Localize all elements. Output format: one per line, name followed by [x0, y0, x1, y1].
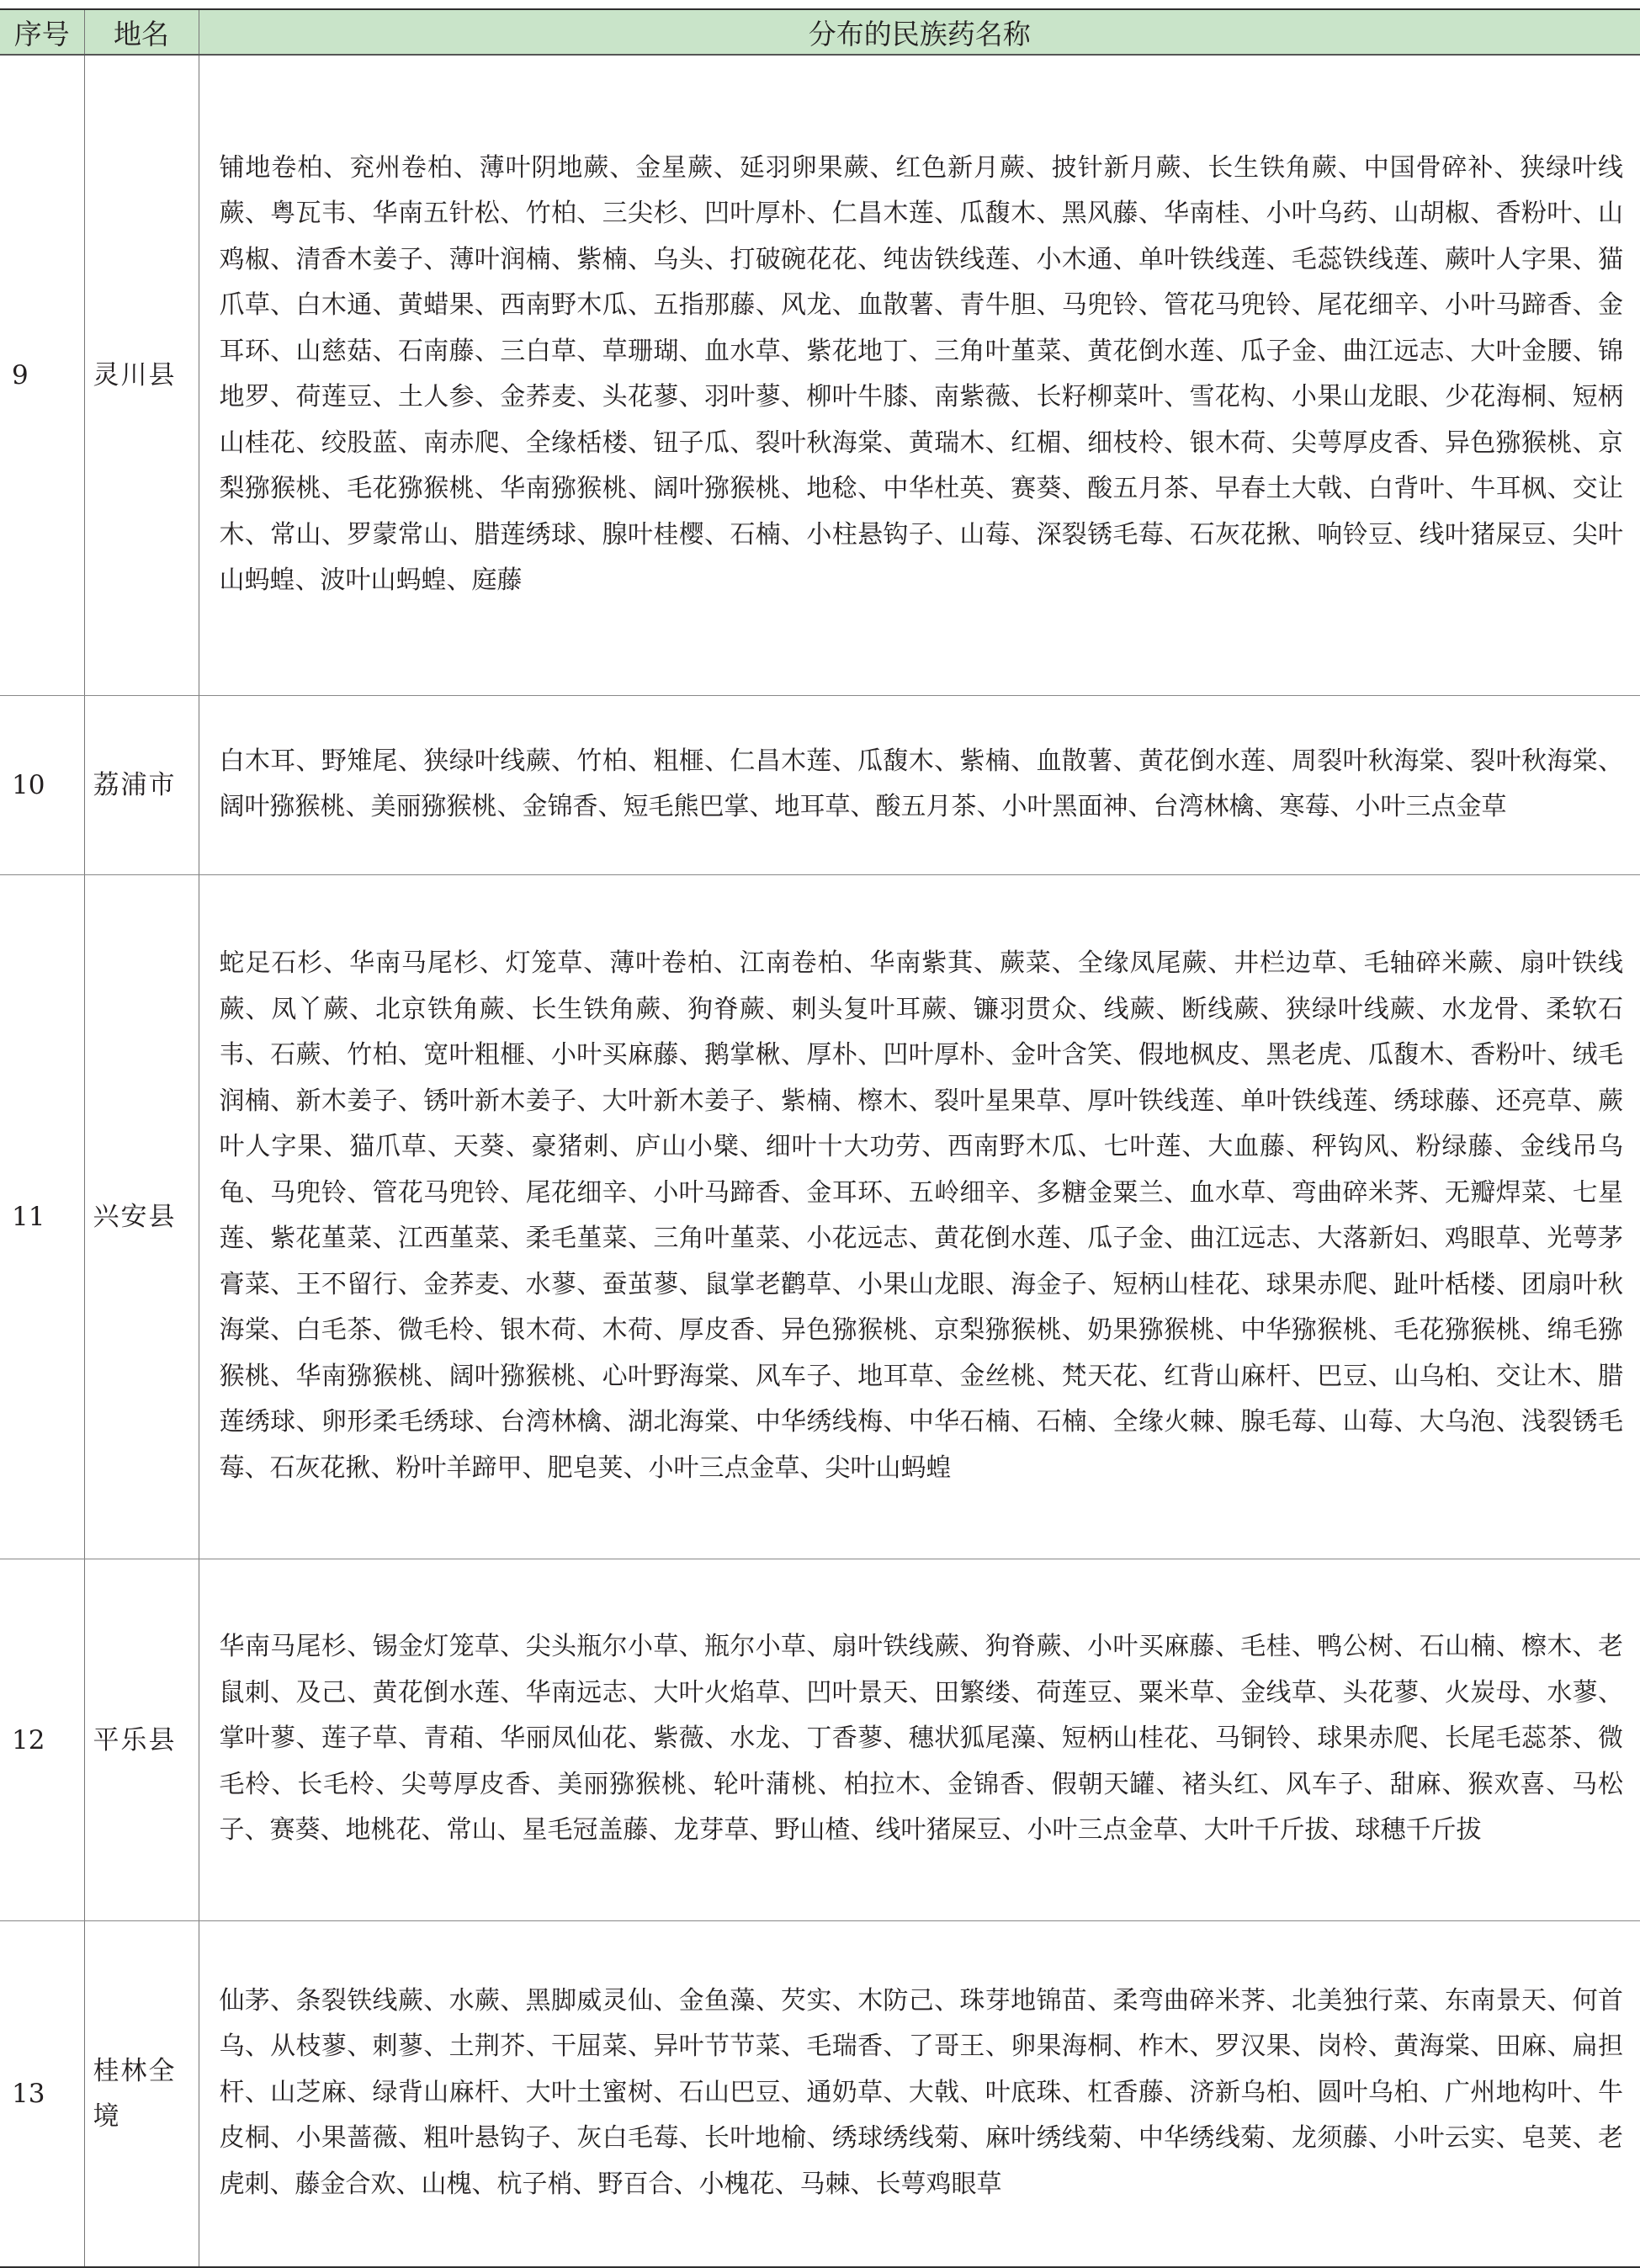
header-medicine-names: 分布的民族药名称 — [199, 10, 1640, 55]
table-header-row — [0, 10, 1640, 55]
table-row — [0, 1559, 1640, 1921]
row-medicine-list: 华南马尾杉、锡金灯笼草、尖头瓶尔小草、瓶尔小草、扇叶铁线蕨、狗脊蕨、小叶买麻藤、毛桂、鸭公树、石山楠、檫木、老鼠刺、及己、黄花倒水莲、华南远志、大叶火焰草、凹叶景天、田繁缕、荷莲豆、粟米草、金线草、头花蓼、火炭母、水蓼、掌叶蓼、莲子草、青葙、华丽凤仙花、紫薇、水龙、丁香蓼、穗状狐尾藻、短柄山桂花、马铜铃、球果赤爬、长尾毛蕊茶、微毛柃、长毛柃、尖萼厚皮香、美丽猕猴桃、轮叶蒲桃、柏拉木、金锦香、假朝天罐、褚头红、风车子、甜麻、猴欢喜、马松子、赛葵、地桃花、常山、星毛冠盖藤、龙芽草、野山楂、线叶猪屎豆、小叶三点金草、大叶千斤拔、球穗千斤拔 — [199, 1559, 1640, 1921]
row-medicine-list: 白木耳、野雉尾、狭绿叶线蕨、竹柏、粗榧、仁昌木莲、瓜馥木、紫楠、血散薯、黄花倒水莲、周裂叶秋海棠、裂叶秋海棠、阔叶猕猴桃、美丽猕猴桃、金锦香、短毛熊巴掌、地耳草、酸五月茶、小叶黑面神、台湾林檎、寒莓、小叶三点金草 — [199, 696, 1640, 875]
row-place-name: 平乐县 — [84, 1559, 199, 1921]
row-serial-number: 12 — [0, 1559, 84, 1921]
header-place-name: 地名 — [84, 10, 199, 55]
header-serial-number: 序号 — [0, 10, 84, 55]
row-medicine-list: 蛇足石杉、华南马尾杉、灯笼草、薄叶卷柏、江南卷柏、华南紫萁、蕨菜、全缘凤尾蕨、井栏边草、毛轴碎米蕨、扇叶铁线蕨、凤丫蕨、北京铁角蕨、长生铁角蕨、狗脊蕨、刺头复叶耳蕨、镰羽贯众、线蕨、断线蕨、狭绿叶线蕨、水龙骨、柔软石韦、石蕨、竹柏、宽叶粗榧、小叶买麻藤、鹅掌楸、厚朴、凹叶厚朴、金叶含笑、假地枫皮、黑老虎、瓜馥木、香粉叶、绒毛润楠、新木姜子、锈叶新木姜子、大叶新木姜子、紫楠、檫木、裂叶星果草、厚叶铁线莲、单叶铁线莲、绣球藤、还亮草、蕨叶人字果、猫爪草、天葵、豪猪刺、庐山小檗、细叶十大功劳、西南野木瓜、七叶莲、大血藤、秤钩风、粉绿藤、金线吊乌龟、马兜铃、管花马兜铃、尾花细辛、小叶马蹄香、金耳环、五岭细辛、多糖金粟兰、血水草、弯曲碎米荠、无瓣焊菜、七星莲、紫花堇菜、江西堇菜、柔毛堇菜、三角叶堇菜、小花远志、黄花倒水莲、瓜子金、曲江远志、大落新妇、鸡眼草、光萼茅膏菜、王不留行、金荞麦、水蓼、蚕茧蓼、鼠掌老鹳草、小果山龙眼、海金子、短柄山桂花、球果赤爬、趾叶栝楼、团扇叶秋海棠、白毛茶、微毛柃、银木荷、木荷、厚皮香、异色猕猴桃、京梨猕猴桃、奶果猕猴桃、中华猕猴桃、毛花猕猴桃、绵毛猕猴桃、华南猕猴桃、阔叶猕猴桃、心叶野海棠、风车子、地耳草、金丝桃、梵天花、红背山麻杆、巴豆、山乌桕、交让木、腊莲绣球、卵形柔毛绣球、台湾林檎、湖北海棠、中华绣线梅、中华石楠、石楠、全缘火棘、腺毛莓、山莓、大乌泡、浅裂锈毛莓、石灰花揪、粉叶羊蹄甲、肥皂荚、小叶三点金草、尖叶山蚂蝗 — [199, 875, 1640, 1559]
row-place-name: 兴安县 — [84, 875, 199, 1559]
row-medicine-list: 仙茅、条裂铁线蕨、水蕨、黑脚威灵仙、金鱼藻、芡实、木防己、珠芽地锦苗、柔弯曲碎米荠、北美独行菜、东南景天、何首乌、从枝蓼、刺蓼、土荆芥、干屈菜、异叶节节菜、毛瑞香、了哥王、卵果海桐、柞木、罗汉果、岗柃、黄海棠、田麻、扁担杆、山芝麻、绿背山麻杆、大叶土蜜树、石山巴豆、通奶草、大戟、叶底珠、杠香藤、济新乌桕、圆叶乌桕、广州地构叶、牛皮桐、小果蔷薇、粗叶悬钩子、灰白毛莓、长叶地榆、绣球绣线菊、麻叶绣线菊、中华绣线菊、龙须藤、小叶云实、皂荚、老虎刺、藤金合欢、山槐、杭子梢、野百合、小槐花、马棘、长萼鸡眼草 — [199, 1921, 1640, 2268]
table-row — [0, 1921, 1640, 2268]
row-medicine-list: 铺地卷柏、兖州卷柏、薄叶阴地蕨、金星蕨、延羽卵果蕨、红色新月蕨、披针新月蕨、长生铁角蕨、中国骨碎补、狭绿叶线蕨、粤瓦韦、华南五针松、竹柏、三尖杉、凹叶厚朴、仁昌木莲、瓜馥木、黑风藤、华南桂、小叶乌药、山胡椒、香粉叶、山鸡椒、清香木姜子、薄叶润楠、紫楠、乌头、打破碗花花、纯齿铁线莲、小木通、单叶铁线莲、毛蕊铁线莲、蕨叶人字果、猫爪草、白木通、黄蜡果、西南野木瓜、五指那藤、风龙、血散薯、青牛胆、马兜铃、管花马兜铃、尾花细辛、小叶马蹄香、金耳环、山慈菇、石南藤、三白草、草珊瑚、血水草、紫花地丁、三角叶堇菜、黄花倒水莲、瓜子金、曲江远志、大叶金腰、锦地罗、荷莲豆、土人参、金荞麦、头花蓼、羽叶蓼、柳叶牛膝、南紫薇、长籽柳菜叶、雪花构、小果山龙眼、少花海桐、短柄山桂花、绞股蓝、南赤爬、全缘栝楼、钮子瓜、裂叶秋海棠、黄瑞木、红楣、细枝柃、银木荷、尖萼厚皮香、异色猕猴桃、京梨猕猴桃、毛花猕猴桃、华南猕猴桃、阔叶猕猴桃、地稔、中华杜英、赛葵、酸五月茶、早春土大戟、白背叶、牛耳枫、交让木、常山、罗蒙常山、腊莲绣球、腺叶桂樱、石楠、小柱悬钩子、山莓、深裂锈毛莓、石灰花揪、响铃豆、线叶猪屎豆、尖叶山蚂蝗、波叶山蚂蝗、庭藤 — [199, 55, 1640, 696]
row-serial-number: 13 — [0, 1921, 84, 2268]
table-row — [0, 875, 1640, 1559]
row-serial-number: 11 — [0, 875, 84, 1559]
row-place-name: 桂林全境 — [84, 1921, 199, 2268]
medicine-distribution-table — [0, 10, 1640, 2268]
table-row — [0, 696, 1640, 875]
row-place-name: 灵川县 — [84, 55, 199, 696]
row-serial-number: 10 — [0, 696, 84, 875]
row-place-name: 荔浦市 — [84, 696, 199, 875]
row-serial-number: 9 — [0, 55, 84, 696]
top-rule — [0, 0, 1640, 10]
table-row — [0, 55, 1640, 696]
